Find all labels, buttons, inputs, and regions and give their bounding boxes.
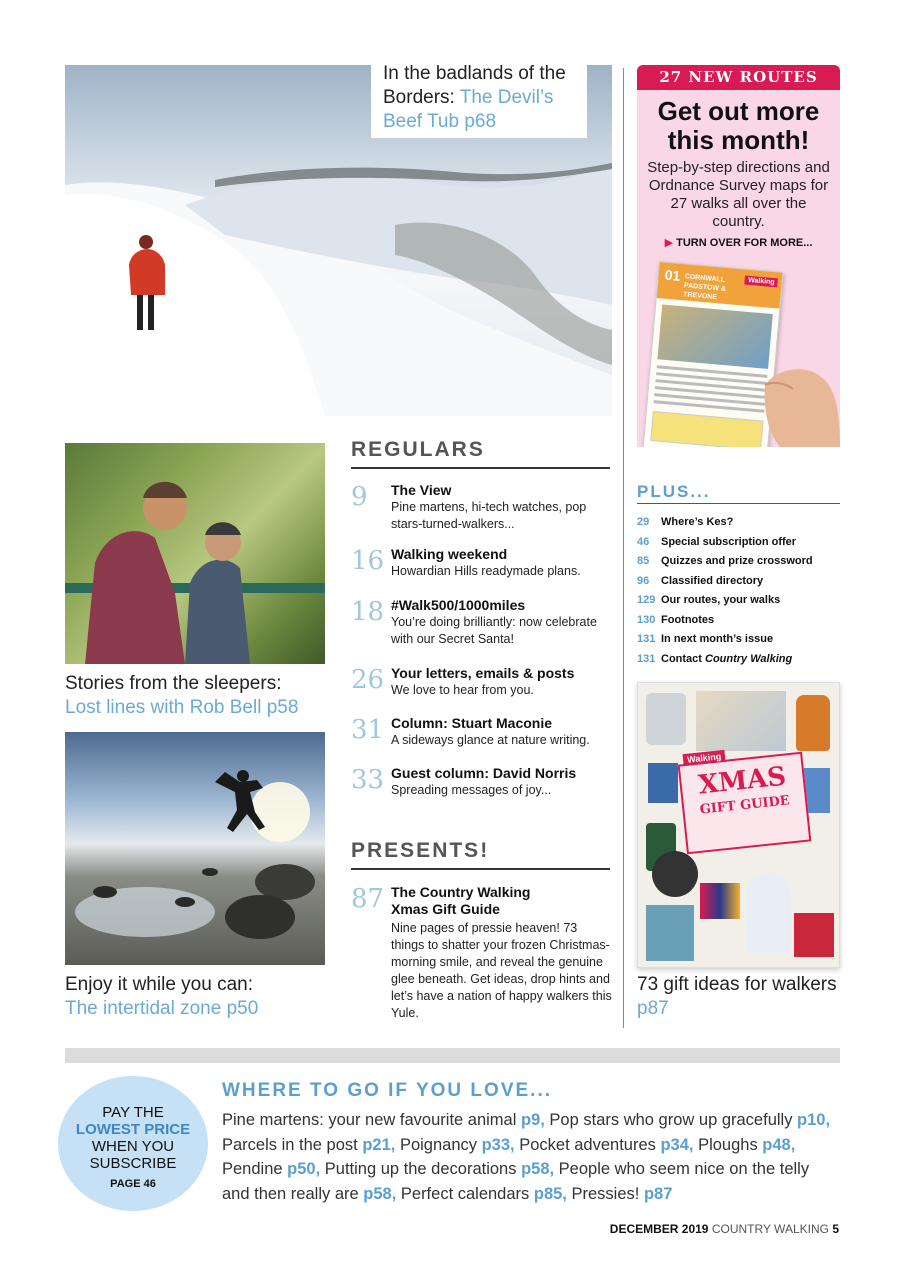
map-card-number: 01 [664, 266, 682, 284]
where-entry-page[interactable]: p50, [287, 1160, 321, 1178]
regular-item[interactable] [351, 546, 613, 597]
where-entry-page[interactable]: p34, [660, 1135, 694, 1154]
grey-divider-band [65, 1048, 840, 1063]
gift-guide-subtitle: GIFT GUIDE [699, 793, 791, 818]
regular-desc: Howardian Hills readymade plans. [391, 564, 581, 578]
where-entry-page[interactable]: p10, [797, 1111, 831, 1129]
where-entry-page[interactable]: p85, [533, 1184, 567, 1203]
socks-product [794, 913, 834, 957]
caption-intertidal-text: Enjoy it while you can: [65, 974, 253, 995]
photo-two-walkers-on-bridge [65, 443, 325, 664]
regular-desc: You’re doing brilliantly: now celebrate with our Secret Santa! [391, 615, 597, 646]
plus-item[interactable] [637, 650, 840, 670]
subscribe-line1: PAY THE [102, 1104, 164, 1121]
hero-caption [371, 62, 587, 138]
presents-page-number: 87 [351, 884, 385, 914]
where-entry-page[interactable]: p9, [520, 1111, 545, 1129]
plus-label: Special subscription offer [661, 535, 797, 548]
where-entry-text: Parcels in the post [222, 1135, 363, 1154]
plus-item[interactable] [637, 552, 840, 572]
regular-title: #Walk500/1000miles [391, 597, 526, 613]
book-cover-product [646, 905, 694, 961]
plus-page-number: 29 [637, 516, 650, 528]
gift-guide-cover[interactable] [637, 682, 840, 968]
routes-promo-card[interactable] [637, 65, 840, 447]
plus-label: Quizzes and prize crossword [661, 555, 813, 567]
where-entry-text: Pop stars who grow up gracefully [544, 1111, 798, 1129]
regular-item[interactable] [351, 765, 613, 815]
regular-title: Walking weekend [391, 546, 508, 562]
where-entry-page[interactable]: p33, [481, 1135, 515, 1154]
where-entry-text: Ploughs [693, 1135, 763, 1154]
plus-item[interactable] [637, 513, 840, 533]
tshirt-product [746, 873, 791, 953]
hand-holding-card [755, 355, 840, 447]
caption-intertidal [65, 973, 335, 1021]
gift-guide-xmas: XMAS [696, 761, 788, 801]
gift-guide-caption [637, 973, 840, 1021]
plus-list [637, 513, 840, 669]
plus-page-number: 130 [637, 613, 656, 626]
hero-caption-link[interactable]: The Devil’s Beef Tub p68 [383, 87, 554, 132]
plus-label-italic: Country Walking [705, 652, 793, 665]
regular-title: Your letters, emails & posts [391, 665, 575, 681]
regular-title: Guest column: David Norris [391, 765, 577, 781]
book-product [648, 763, 678, 803]
turn-over-link[interactable] [637, 236, 840, 249]
subscribe-badge[interactable] [58, 1076, 208, 1211]
watch-product [646, 693, 686, 745]
where-entry-page[interactable]: p58, [363, 1184, 397, 1203]
presents-heading: PRESENTS! [351, 839, 490, 862]
regular-page-number: 18 [351, 597, 385, 627]
footer-magazine: COUNTRY WALKING [711, 1222, 829, 1236]
plus-page-number: 131 [637, 633, 656, 645]
plus-item[interactable] [637, 630, 840, 650]
caption-lost-lines [65, 672, 335, 720]
regulars-rule [351, 467, 610, 469]
hero-caption-text: In the badlands of the Borders: [383, 63, 566, 108]
plus-label: In next month’s issue [661, 633, 774, 645]
map-card-brand: Walking [745, 276, 778, 288]
gift-guide-brand: Walking [683, 750, 726, 766]
subscribe-line2: LOWEST PRICE [75, 1121, 191, 1138]
smartwatch-product [652, 851, 698, 897]
subscribe-line3: WHEN YOU [91, 1138, 175, 1155]
regular-item[interactable] [351, 665, 613, 715]
routes-description: Step-by-step directions and Ordnance Survey maps for 27 walks all over the country. [647, 159, 830, 230]
map-card-profile [650, 411, 763, 447]
presents-item[interactable] [351, 884, 613, 1022]
regular-page-number: 16 [351, 546, 385, 576]
plus-label: Footnotes [661, 613, 715, 626]
regulars-heading: REGULARS [351, 438, 485, 461]
presents-rule [351, 868, 610, 870]
plus-item[interactable] [637, 572, 840, 592]
regular-page-number: 31 [351, 715, 385, 745]
routes-title: Get out more this month! [657, 96, 820, 155]
regular-desc: A sideways glance at nature writing. [391, 733, 590, 747]
plus-item[interactable] [637, 533, 840, 553]
map-product [696, 691, 786, 751]
presents-title: The Country Walking Xmas Gift Guide [391, 884, 531, 917]
where-entry-text: Pine martens: your new favourite animal [222, 1111, 521, 1129]
where-entry-page[interactable]: p48, [762, 1135, 796, 1154]
turn-over-text: TURN OVER FOR MORE... [676, 237, 813, 249]
plus-item[interactable] [637, 611, 840, 631]
where-to-go-heading: WHERE TO GO IF YOU LOVE... [222, 1080, 552, 1101]
caption-lost-lines-link[interactable]: Lost lines with Rob Bell p58 [65, 697, 299, 718]
map-card-header [657, 262, 783, 309]
plus-item[interactable] [637, 591, 840, 611]
regular-title: The View [391, 482, 452, 498]
plus-rule [637, 503, 840, 504]
where-entry-text: Pocket adventures [514, 1135, 661, 1154]
footer-date: DECEMBER 2019 [609, 1222, 709, 1236]
regular-desc: Spreading messages of joy... [391, 783, 552, 797]
routes-tag: 27 NEW ROUTES [637, 65, 840, 90]
plus-label: Where’s Kes? [661, 516, 734, 528]
map-card-title: CORNWALL PADSTOW & TREVONE [682, 273, 727, 302]
gift-guide-caption-page[interactable]: p87 [637, 998, 669, 1019]
regular-item[interactable] [351, 597, 613, 665]
where-entry-text: Poignancy [395, 1135, 482, 1154]
bottle-product [796, 695, 830, 751]
gift-guide-caption-text: 73 gift ideas for walkers [637, 974, 837, 995]
where-entry-text: People who seem nice on the telly and then really are [222, 1160, 810, 1203]
plus-label: Classified directory [661, 574, 764, 587]
intertidal-illustration [65, 732, 325, 965]
plus-heading: PLUS... [637, 482, 711, 501]
where-entry-page[interactable]: p87 [643, 1184, 673, 1203]
where-entry-text: Putting up the decorations [320, 1160, 522, 1178]
regulars-list [351, 482, 613, 815]
regular-item[interactable] [351, 715, 613, 765]
caption-lost-lines-text: Stories from the sleepers: [65, 673, 282, 694]
xmas-gift-guide-badge [678, 752, 812, 855]
where-to-go-body [222, 1108, 840, 1206]
subscribe-line4: SUBSCRIBE [89, 1155, 177, 1172]
where-entry-text: Perfect calendars [396, 1184, 534, 1203]
regular-page-number: 26 [351, 665, 385, 695]
regular-title: Column: Stuart Maconie [391, 715, 553, 731]
page-footer [610, 1222, 839, 1236]
play-triangle-icon: ▶ [664, 237, 677, 249]
caption-intertidal-link[interactable]: The intertidal zone p50 [65, 998, 259, 1019]
plus-page-number: 85 [637, 555, 650, 567]
column-divider [623, 68, 624, 1028]
where-entry-text: Pressies! [566, 1184, 644, 1203]
plus-label: Our routes, your walks [661, 594, 781, 606]
plus-page-number: 131 [637, 652, 656, 665]
subscribe-page: PAGE 46 [110, 1178, 156, 1190]
plus-label: Contact [661, 652, 705, 665]
where-entry-page[interactable]: p21, [362, 1135, 396, 1154]
where-entry-text: Pendine [222, 1160, 288, 1178]
regular-page-number: 33 [351, 765, 385, 795]
presents-desc: Nine pages of pressie heaven! 73 things to shatter your frozen Christmas-morning smile, and reveal the genuine glee beneath. Get ideas, drop hints and let’s have a nation of happy walkers this Yule. [391, 921, 612, 1020]
regular-page-number: 9 [351, 482, 368, 512]
regular-desc: We love to hear from you. [391, 683, 534, 697]
regular-item[interactable] [351, 482, 613, 546]
plus-page-number: 129 [637, 594, 656, 606]
photo-intertidal-jump [65, 732, 325, 965]
walkers-illustration [65, 443, 325, 664]
footer-page-number: 5 [832, 1222, 839, 1236]
where-entry-page[interactable]: p58, [521, 1160, 555, 1178]
plus-page-number: 96 [637, 574, 650, 587]
regular-desc: Pine martens, hi-tech watches, pop stars-turned-walkers... [391, 500, 587, 531]
plus-page-number: 46 [637, 535, 650, 548]
books-product [700, 883, 740, 919]
